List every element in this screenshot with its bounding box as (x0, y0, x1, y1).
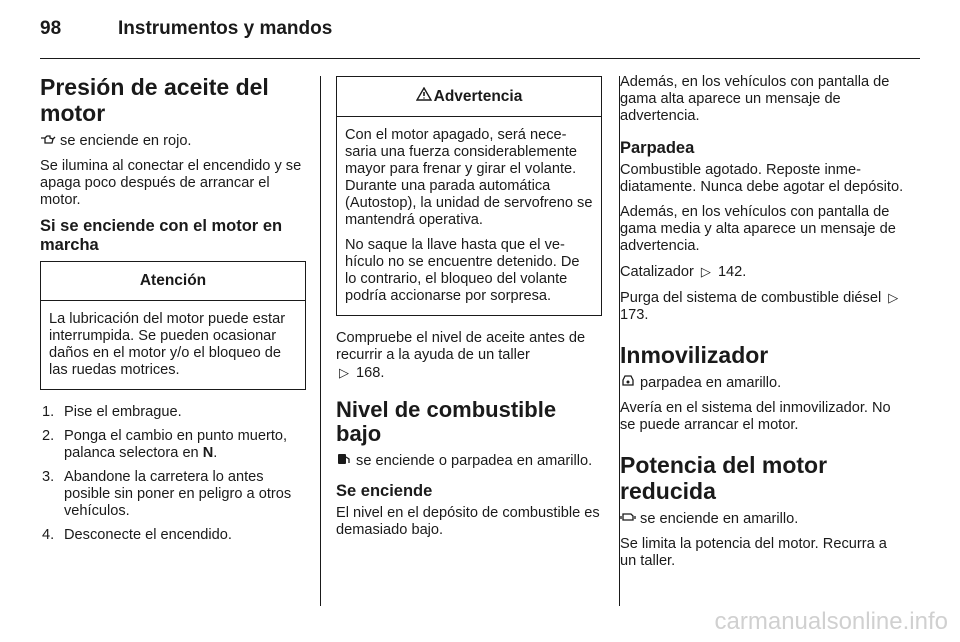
steps-list (40, 404, 306, 544)
mid-display-text: Además, en los vehículos con pantalla de gama media y alta aparece un mensaje de advertencia. (620, 204, 896, 254)
attention-box-text: La lubricación del motor puede estar interrumpida. Se pueden ocasionar daños en el motor y/o el bloqueo de las ruedas motrices. (49, 311, 286, 378)
page-ref-arrow-icon: ▷ (888, 290, 899, 305)
immobilizer-desc: Avería en el sistema del inmovilizador. No se puede arrancar el motor. (620, 400, 891, 433)
list-item: 4. Desconecte el encendido. (42, 527, 232, 543)
immobilizer-indicator-text: parpadea en amarillo. (620, 374, 904, 392)
warning-triangle-icon (416, 87, 432, 105)
power-desc: Se limita la potencia del motor. Recurra a un taller. (620, 536, 887, 569)
warning-box-title: Advertencia (337, 77, 601, 117)
oil-can-icon (40, 132, 56, 149)
page-header (40, 18, 920, 50)
watermark: carmanualsonline.info (714, 608, 948, 635)
power-indicator-text: se enciende en amarillo. (620, 510, 904, 528)
page-number: 98 (40, 18, 62, 39)
list-item: 1. Pise el embrague. (42, 404, 182, 420)
blink-heading: Parpadea (620, 139, 695, 157)
column-3 (620, 74, 904, 578)
page-header-title: Instrumentos y mandos (118, 18, 333, 39)
page-ref-arrow-icon: ▷ (339, 365, 349, 380)
purge-ref: Purga del sistema de combustible diésel ▷ 173. (620, 289, 904, 324)
oil-pressure-heading: Presión de aceite del motor (40, 74, 269, 126)
catalyst-ref: Catalizador ▷ 142. (620, 264, 747, 280)
low-fuel-heading: Nivel de combustible bajo (336, 397, 557, 446)
oil-pressure-lit-text: se enciende en rojo. (56, 133, 192, 149)
blink-text: Combustible agotado. Reposte inmediatamente. Nunca debe agotar el depósito. (620, 162, 904, 195)
reduced-power-heading: Potencia del motor reducida (620, 452, 828, 504)
low-fuel-indicator-text: se enciende o parpadea en amarillo. (336, 452, 602, 470)
warning-text-1: Con el motor apagado, será necesaria una fuerza considerablemente mayor para frenar y girar el volante. Durante una parada automática (Autostop), la unidad de servofreno se mantendrá operativa. (345, 127, 593, 228)
check-oil-text: Compruebe el nivel de aceite antes de recurrir a la ayuda de un taller ▷ 168. (336, 330, 586, 381)
header-rule (40, 58, 920, 59)
oil-pressure-indicator-text (40, 132, 306, 150)
running-engine-heading: Si se enciende con el motor en marcha (40, 217, 283, 254)
attention-box-title: Atención (41, 262, 305, 301)
lit-heading: Se enciende (336, 482, 433, 500)
high-display-text: Además, en los vehículos con pantalla de gama alta aparece un mensaje de advertencia. (620, 74, 890, 124)
lit-text: El nivel en el depósito de combustible es demasiado bajo. (336, 505, 600, 538)
attention-box (40, 261, 306, 390)
oil-pressure-desc: Se ilumina al conectar el encendido y se apaga poco después de arrancar el motor. (40, 158, 302, 208)
warning-text-2: No saque la llave hasta que el vehículo no se encuentre detenido. De lo contrario, el bloqueo del volante podría accionarse por sorpresa. (345, 237, 580, 304)
list-item: 2. Ponga el cambio en punto muerto, palanca selectora en N. (42, 428, 288, 461)
column-1 (40, 74, 306, 551)
fuel-icon (336, 452, 352, 469)
column-divider-1 (320, 76, 321, 606)
page-ref-arrow-icon: ▷ (700, 264, 711, 279)
immobilizer-heading: Inmovilizador (620, 342, 769, 368)
warning-box (336, 76, 602, 316)
column-2 (336, 74, 602, 547)
car-key-icon (620, 374, 636, 391)
engine-power-icon (620, 510, 636, 527)
list-item: 3. Abandone la carretera lo antes posible sin poner en peligro a otros vehículos. (42, 469, 292, 519)
